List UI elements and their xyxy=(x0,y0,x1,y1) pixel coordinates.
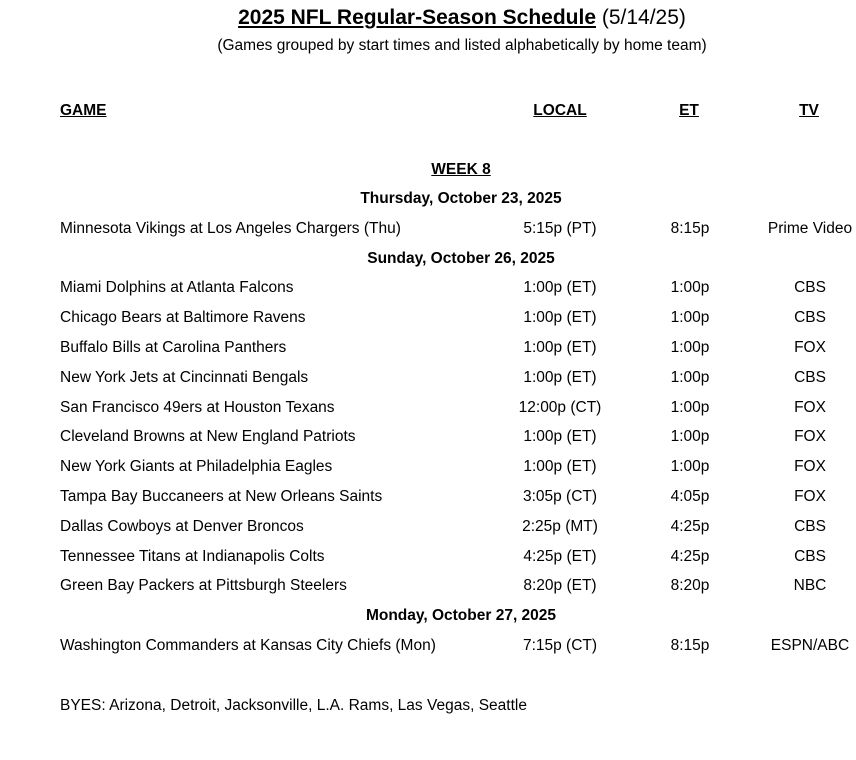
tv-cell: FOX xyxy=(794,458,826,476)
et-time-cell: 1:00p xyxy=(670,428,710,446)
table-row xyxy=(0,453,856,483)
table-row xyxy=(0,274,856,304)
local-time-cell: 1:00p (ET) xyxy=(523,279,597,297)
table-row xyxy=(0,394,856,424)
tv-cell: CBS xyxy=(794,368,826,386)
day-header-thursday: Thursday, October 23, 2025 xyxy=(360,190,562,207)
table-row xyxy=(0,572,856,602)
table-row xyxy=(0,513,856,543)
day-row xyxy=(0,602,856,632)
local-time-cell: 3:05p (CT) xyxy=(522,487,598,505)
local-time-cell: 1:00p (ET) xyxy=(523,338,597,356)
tv-cell: NBC xyxy=(793,577,827,595)
local-time-cell: 1:00p (ET) xyxy=(523,428,597,446)
game-cell: Chicago Bears at Baltimore Ravens xyxy=(60,309,306,327)
column-header-tv: TV xyxy=(799,102,819,119)
et-time-cell: 4:25p xyxy=(670,547,710,565)
local-time-cell: 5:15p (PT) xyxy=(523,219,597,237)
et-time-cell: 1:00p xyxy=(670,309,710,327)
local-time-cell: 4:25p (ET) xyxy=(523,547,597,565)
local-time-cell: 8:20p (ET) xyxy=(523,577,597,595)
game-cell: Buffalo Bills at Carolina Panthers xyxy=(60,338,287,356)
et-time-cell: 4:05p xyxy=(670,487,710,505)
page-title xyxy=(0,4,856,32)
et-time-cell: 8:20p xyxy=(670,577,710,595)
tv-cell: CBS xyxy=(794,517,826,535)
et-time-cell: 8:15p xyxy=(670,636,710,654)
tv-cell: FOX xyxy=(794,338,826,356)
tv-cell: CBS xyxy=(794,547,826,565)
tv-cell: ESPN/ABC xyxy=(770,636,850,654)
table-row xyxy=(0,304,856,334)
table-row xyxy=(0,364,856,394)
column-header-game: GAME xyxy=(60,102,107,119)
et-time-cell: 8:15p xyxy=(670,219,710,237)
table-row xyxy=(0,543,856,573)
game-cell: Washington Commanders at Kansas City Chiefs (Mon) xyxy=(60,636,436,654)
table-row xyxy=(0,423,856,453)
table-row xyxy=(0,632,856,662)
et-time-cell: 1:00p xyxy=(670,398,710,416)
table-row xyxy=(0,215,856,245)
byes-note: BYES: Arizona, Detroit, Jacksonville, L.A. Rams, Las Vegas, Seattle xyxy=(60,697,527,714)
et-time-cell: 1:00p xyxy=(670,368,710,386)
game-cell: Green Bay Packers at Pittsburgh Steelers xyxy=(60,577,347,595)
game-cell: Tennessee Titans at Indianapolis Colts xyxy=(60,547,325,565)
tv-cell: CBS xyxy=(794,309,826,327)
local-time-cell: 7:15p (CT) xyxy=(522,636,598,654)
et-time-cell: 1:00p xyxy=(670,458,710,476)
week-heading: WEEK 8 xyxy=(431,161,491,178)
game-cell: Tampa Bay Buccaneers at New Orleans Saints xyxy=(60,487,383,505)
local-time-cell: 2:25p (MT) xyxy=(522,517,598,535)
day-row xyxy=(0,185,856,215)
day-row xyxy=(0,245,856,275)
day-header-monday: Monday, October 27, 2025 xyxy=(365,607,557,625)
game-cell: Cleveland Browns at New England Patriots xyxy=(60,428,356,446)
tv-cell: FOX xyxy=(794,487,826,505)
local-time-cell: 1:00p (ET) xyxy=(523,458,597,476)
game-cell: Dallas Cowboys at Denver Broncos xyxy=(60,517,304,535)
tv-cell: FOX xyxy=(794,428,826,446)
local-time-cell: 1:00p (ET) xyxy=(523,368,597,386)
column-header-et: ET xyxy=(679,102,699,119)
et-time-cell: 1:00p xyxy=(670,279,710,297)
local-time-cell: 12:00p (CT) xyxy=(518,398,602,416)
game-cell: New York Giants at Philadelphia Eagles xyxy=(60,458,333,476)
tv-cell: Prime Video xyxy=(767,219,853,237)
table-row xyxy=(0,483,856,513)
et-time-cell: 1:00p xyxy=(670,338,710,356)
schedule-table xyxy=(0,185,856,662)
subtitle: (Games grouped by start times and listed alphabetically by home team) xyxy=(217,37,707,54)
local-time-cell: 1:00p (ET) xyxy=(523,309,597,327)
title-date: (5/14/25) xyxy=(601,6,686,29)
title-text: 2025 NFL Regular-Season Schedule xyxy=(238,6,596,29)
column-header-local: LOCAL xyxy=(533,102,587,119)
game-cell: San Francisco 49ers at Houston Texans xyxy=(60,398,335,416)
et-time-cell: 4:25p xyxy=(670,517,710,535)
day-header-sunday: Sunday, October 26, 2025 xyxy=(367,249,555,267)
game-cell: New York Jets at Cincinnati Bengals xyxy=(60,368,309,386)
game-cell: Minnesota Vikings at Los Angeles Chargers (Thu) xyxy=(60,219,401,237)
table-row xyxy=(0,334,856,364)
tv-cell: FOX xyxy=(794,398,826,416)
game-cell: Miami Dolphins at Atlanta Falcons xyxy=(60,279,294,297)
tv-cell: CBS xyxy=(794,279,826,297)
